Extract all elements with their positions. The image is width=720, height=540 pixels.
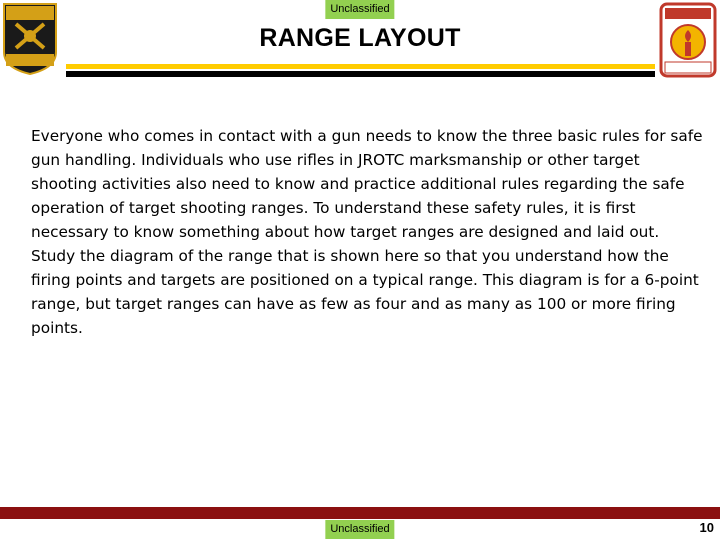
title-underline-gold bbox=[66, 64, 655, 69]
body-paragraph: Everyone who comes in contact with a gun needs to know the three basic rules for safe gun handling. Individuals who use rifles in JROTC marksmanship or other target shooting activities also need to know and practice additional rules regarding the safe operation of target shooting ranges. To understand these safety rules, it is first necessary to know something about how target ranges are designed and laid out. Study the diagram of the range that is shown here so that you understand how the firing points and targets are positioned on a typical range. This diagram is for a 6-point range, but target ranges can have as few as four and as many as 100 or more firing points. bbox=[31, 127, 703, 337]
jrotc-torch-icon bbox=[659, 2, 717, 78]
classification-banner-bottom: Unclassified bbox=[325, 520, 394, 539]
page-number: 10 bbox=[699, 520, 714, 535]
page-title: RANGE LAYOUT bbox=[259, 24, 461, 52]
classification-banner-top: Unclassified bbox=[325, 0, 394, 19]
title-underline-black bbox=[66, 71, 655, 77]
footer-bar bbox=[0, 507, 720, 519]
